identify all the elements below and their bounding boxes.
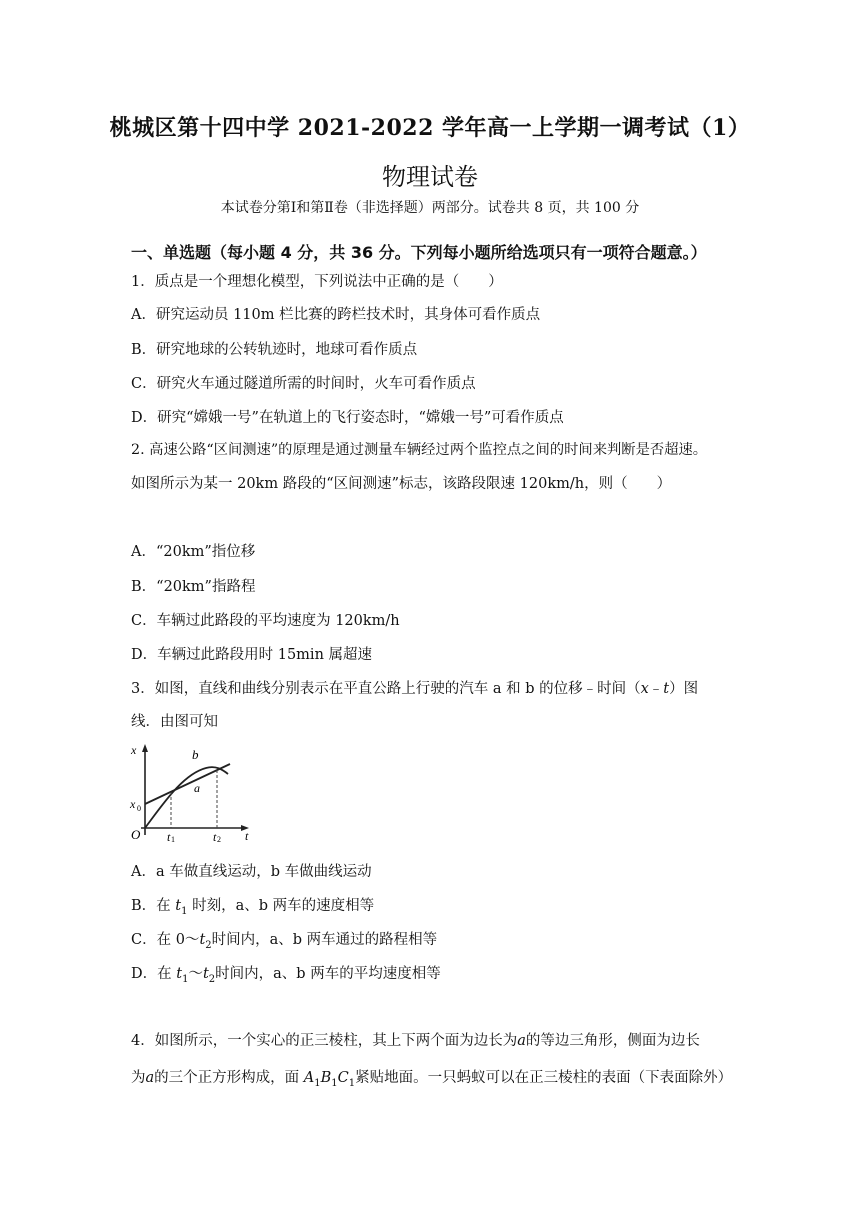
q3-option-b-post: 时刻，a、b 两车的速度相等: [187, 898, 375, 914]
graph-label-t: t: [245, 829, 249, 842]
q3-option-d-sub2: 2: [208, 973, 216, 985]
graph-label-a: a: [194, 781, 200, 795]
q3-stem-dash: ﹣: [648, 681, 664, 697]
q4-face-c-sub: 1: [348, 1077, 356, 1089]
q4-line2-a: 为: [131, 1070, 146, 1086]
q4-line1: [131, 1029, 700, 1050]
q3-option-c-t: t: [199, 932, 206, 948]
graph-label-t2-sub: 2: [217, 835, 221, 842]
q4-line2-c: 紧贴地面。一只蚂蚁可以在正三棱柱的表面（下表面除外）: [355, 1070, 733, 1086]
q4-face-a: A: [303, 1070, 315, 1086]
graph-label-x0-sub: 0: [137, 804, 141, 813]
q4-face-b: B: [320, 1070, 332, 1086]
q3-option-d-sub1: 1: [182, 973, 189, 985]
q3-option-c-post: 时间内，a、b 两车通过的路程相等: [211, 932, 438, 948]
graph-label-b: b: [192, 747, 199, 762]
q3-stem-line2: 线．由图可知: [131, 714, 218, 730]
q1-option-b: B．研究地球的公转轨迹时，地球可看作质点: [131, 342, 418, 358]
q4-line2-var: a: [145, 1070, 155, 1086]
q3-option-a: A．a 车做直线运动，b 车做曲线运动: [131, 864, 372, 880]
q4-line1-b: 的等边三角形，侧面为边长: [525, 1033, 700, 1049]
q3-stem-x: x: [640, 681, 649, 697]
exam-note: 本试卷分第Ⅰ和第Ⅱ卷（非选择题）两部分。试卷共 8 页，共 100 分: [220, 200, 640, 216]
q2-option-b: B．“20km”指路程: [131, 579, 256, 595]
q3-option-c: [131, 928, 437, 951]
graph-label-t1-sub: 1: [171, 835, 175, 842]
q3-stem-text-a: 3．如图，直线和曲线分别表示在平直公路上行驶的汽车 a 和 b 的位移﹣时间（: [131, 681, 641, 697]
q4-face-a-sub: 1: [314, 1077, 321, 1089]
q3-option-b: [131, 894, 374, 917]
graph-label-x0: x: [130, 797, 136, 811]
q2-stem-line1: 2. 高速公路“区间测速”的原理是通过测量车辆经过两个监控点之间的时间来判断是否超速。: [131, 442, 708, 458]
q2-option-a: A．“20km”指位移: [131, 544, 256, 560]
q2-option-d: D．车辆过此路段用时 15min 属超速: [131, 647, 373, 663]
q4-line1-var: a: [517, 1033, 526, 1049]
q3-stem-line1: [131, 677, 698, 698]
q3-xt-graph: [128, 742, 254, 842]
graph-label-t1: t: [167, 830, 171, 842]
graph-label-x: x: [131, 743, 137, 757]
q1-stem: 1．质点是一个理想化模型，下列说法中正确的是（ ）: [131, 274, 503, 290]
q3-option-d-post: 时间内，a、b 两车的平均速度相等: [215, 966, 441, 982]
q3-option-c-sub: 2: [205, 939, 212, 951]
q3-option-b-t: t: [175, 898, 182, 914]
graph-label-t2: t: [213, 830, 217, 842]
q3-option-b-pre: B．在: [131, 898, 176, 914]
q2-option-c: C．车辆过此路段的平均速度为 120km/h: [131, 613, 400, 629]
q4-face-c: C: [337, 1070, 349, 1086]
graph-x-axis-arrow: [142, 744, 148, 752]
q3-option-d: [131, 962, 441, 985]
q3-stem-text-b: ）图: [669, 681, 699, 697]
exam-title: 桃城区第十四中学 2021-2022 学年高一上学期一调考试（1）: [109, 115, 751, 141]
q3-option-c-pre: C．在 0～: [131, 932, 200, 948]
q3-option-d-t2: t: [202, 966, 209, 982]
q1-option-a: A．研究运动员 110m 栏比赛的跨栏技术时，其身体可看作质点: [131, 307, 541, 323]
q1-option-c: C．研究火车通过隧道所需的时间时，火车可看作质点: [131, 376, 476, 392]
q1-option-d: D．研究“嫦娥一号”在轨道上的飞行姿态时，“嫦娥一号”可看作质点: [131, 410, 564, 426]
q3-option-b-sub: 1: [181, 905, 188, 917]
q4-line1-a: 4．如图所示，一个实心的正三棱柱，其上下两个面为边长为: [131, 1033, 518, 1049]
graph-label-origin: O: [131, 827, 141, 842]
q4-line2-b: 的三个正方形构成，面: [154, 1070, 304, 1086]
q2-stem-line2: 如图所示为某一 20km 路段的“区间测速”标志，该路段限速 120km/h，则（ ）: [131, 476, 672, 492]
q3-option-d-mid: ～: [188, 966, 203, 982]
q3-option-d-pre: D．在: [131, 966, 177, 982]
q4-line2: [131, 1066, 732, 1089]
q3-option-d-t1: t: [176, 966, 183, 982]
subject-title: 物理试卷: [382, 163, 478, 191]
section-heading: 一、单选题（每小题 4 分，共 36 分。下列每小题所给选项只有一项符合题意。）: [131, 243, 707, 262]
q4-face-b-sub: 1: [331, 1077, 338, 1089]
q3-stem-t: t: [663, 681, 670, 697]
